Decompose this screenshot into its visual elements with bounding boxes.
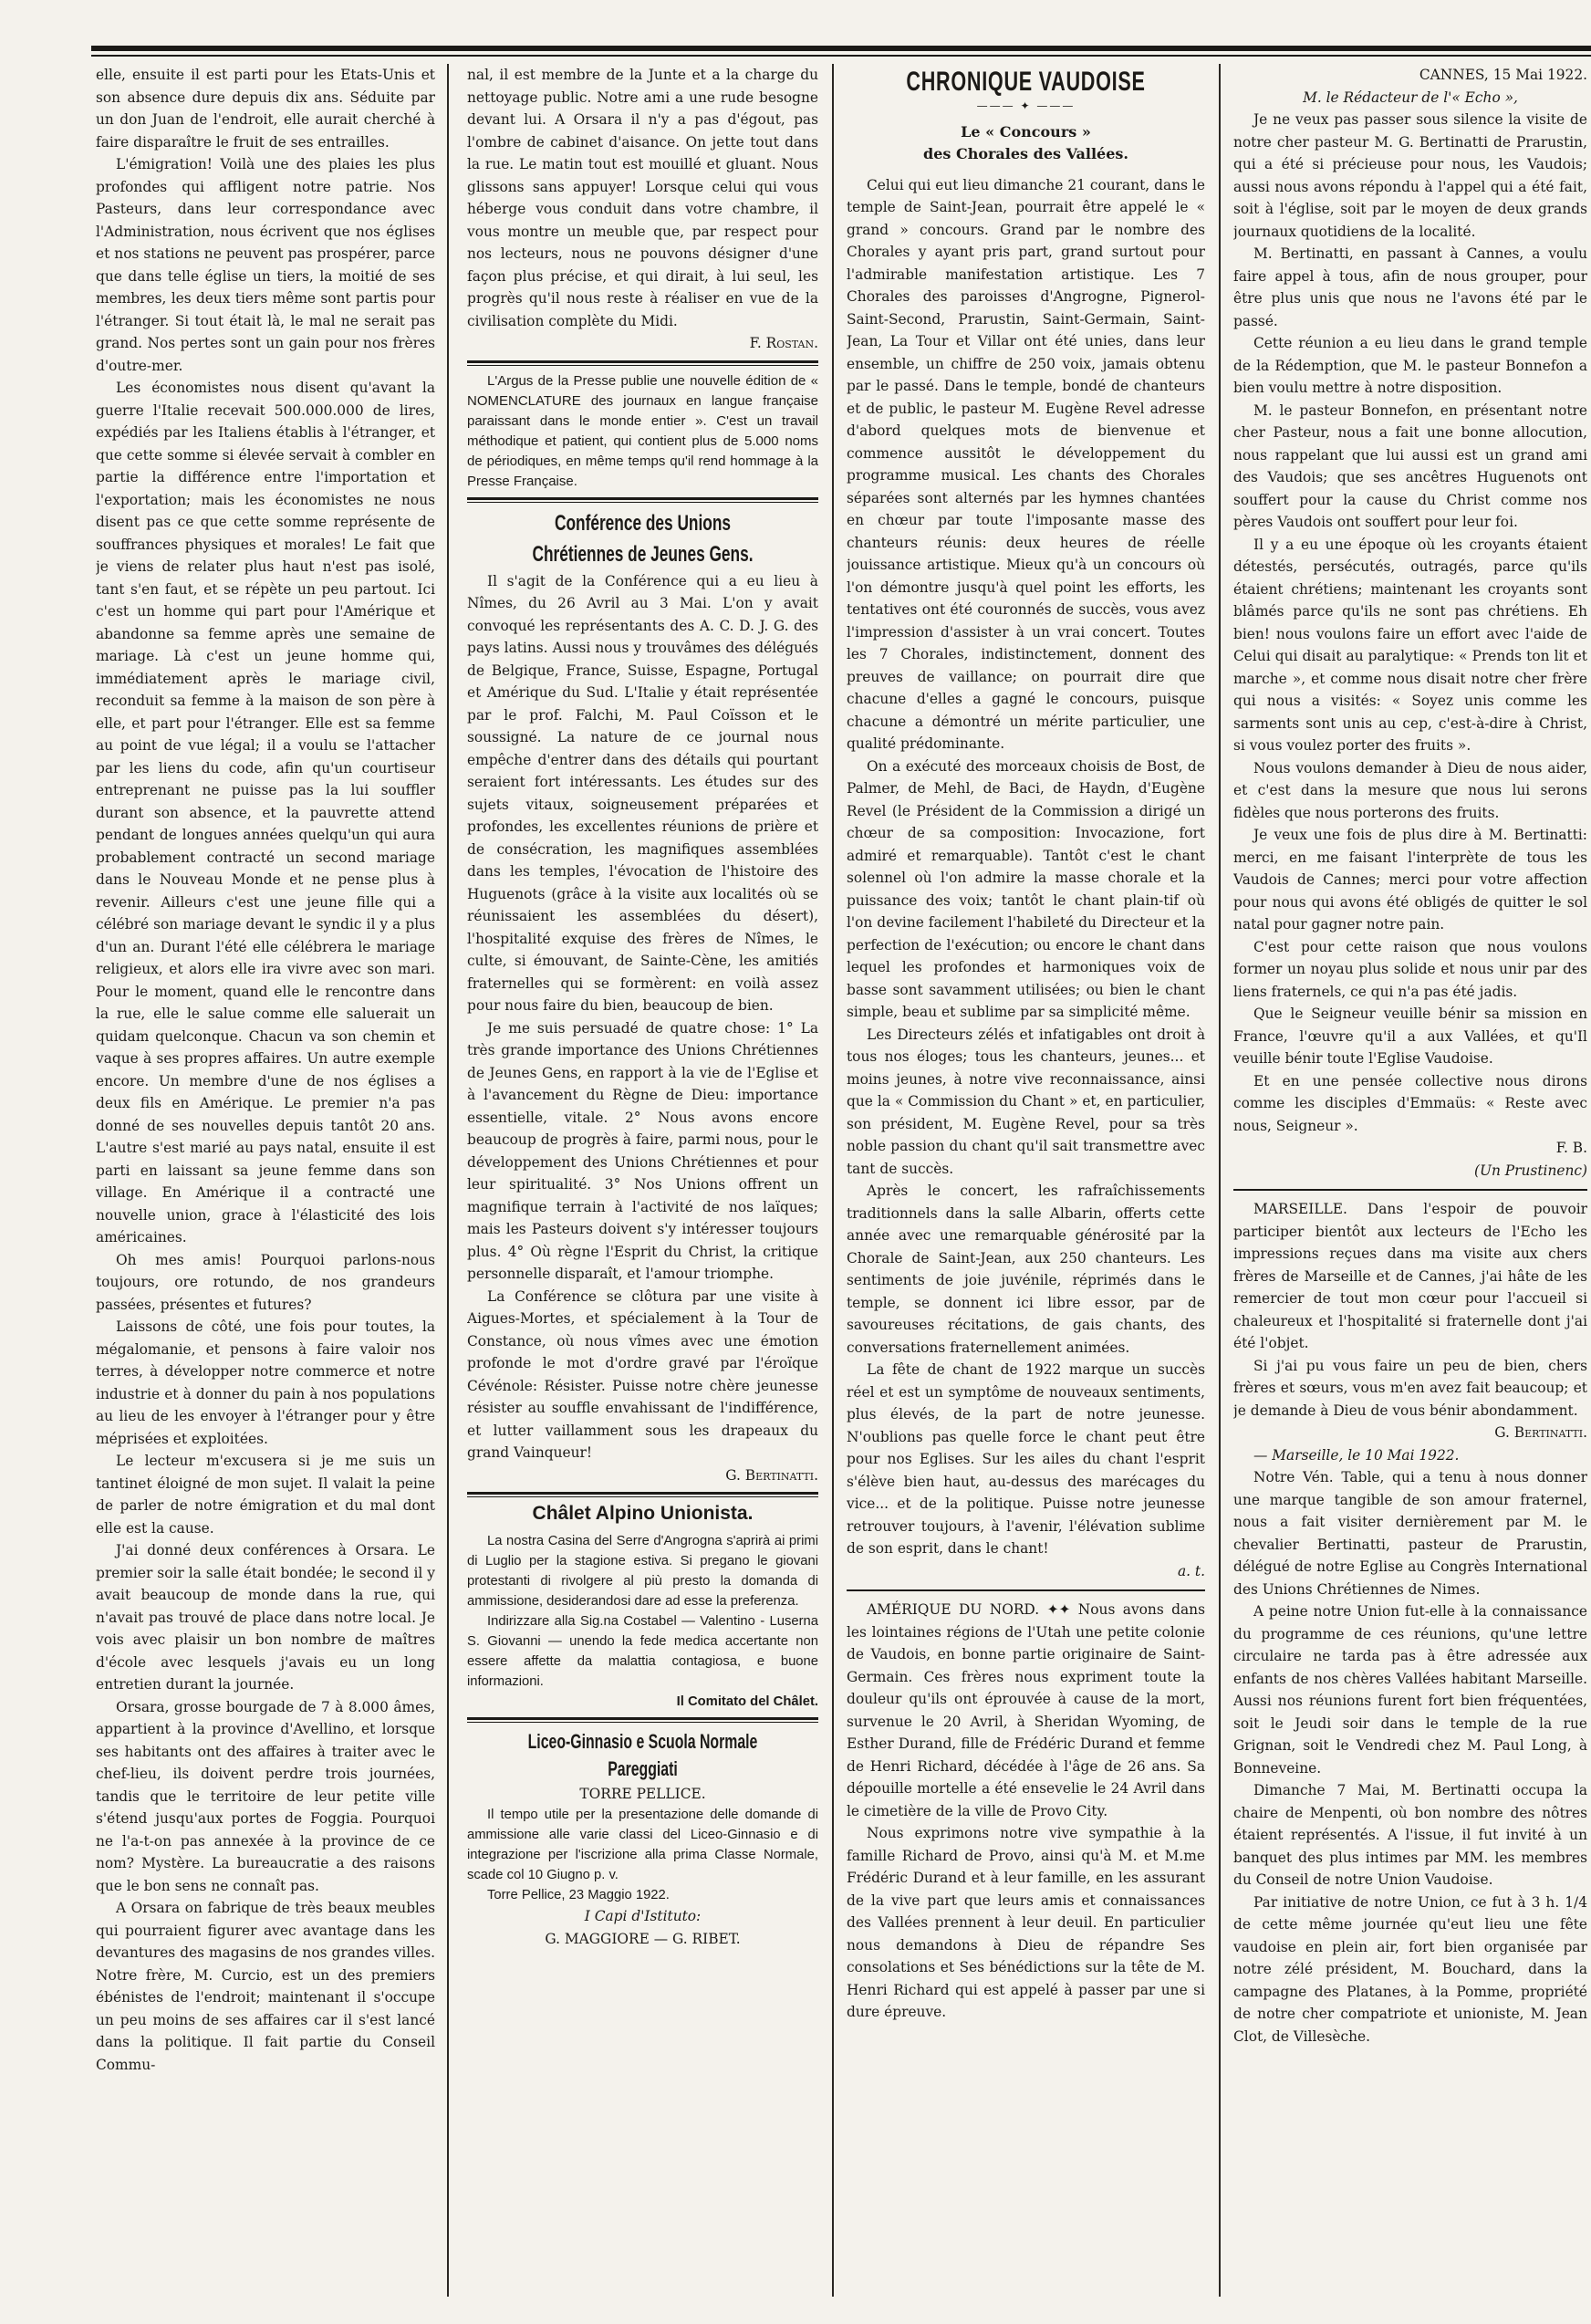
article-paragraph: Par initiative de notre Union, ce fut à 3 h. 1/4 de cette même journée qu'eut lieu une fête vaudoise en plein air, fort bien organisée par notre zélé président, M. Bouchard, dans la campagne des Platanes, à la Pomme, propriété de notre cher compatriote et unioniste, M. Jean Clot, de Villesèche. [1233, 1893, 1587, 2045]
letter-address: M. le Rédacteur de l'« Echo », [1303, 89, 1518, 106]
column-1 [96, 64, 435, 2306]
signature: a. t. [1177, 1562, 1205, 1579]
article-paragraph: A Orsara on fabrique de très beaux meubles qui pourraient figurer avec avantage dans les devantures des magasins de nos grandes villes. Notre frère, M. Curcio, est un des premiers ébénistes de l'endroit; maintenant il s'occupe un peu moins de ses affaires car il s'est lancé dans la politique. Il fait partie du Conseil Commu- [96, 1900, 435, 2073]
signature: (Un Prustinenc) [1474, 1162, 1587, 1179]
article-paragraph: Nous avons dans les lointaines régions de l'Utah une petite colonie de Vaudois, en bonne partie originaire de Saint-Germain. Ces frères nous expriment toute la douleur qu'ils ont éprouvée à cause de la mort, survenue le 20 Avril, à Sheridan Wyoming, de Esther Durand, fille de Frédéric Durand et femme de Henri Richard, décédée à l'âge de 26 ans. Sa dépouille mortelle a été ensevelie le 24 Avril dans le cimetière de la ville de Provo City. [847, 1601, 1205, 1819]
article-paragraph: Le lecteur m'excusera si je me suis un tantinet éloigné de mon sujet. Il valait la peine de parler de notre émigration et du mal dont elle est la cause. [96, 1453, 435, 1537]
divider [467, 360, 818, 366]
article-paragraph: Si j'ai pu vous faire un peu de bien, chers frères et sœurs, vous m'en avez fait beaucoup; et je demande à Dieu de vous bénir abondamment. [1233, 1357, 1587, 1419]
chalet-notice: La nostra Casina del Serre d'Angrogna s'aprirà ai primi di Luglio per la stagione estiva. Si pregano le giovani protestanti di rivolgere al più presto la domanda di ammissione, desiderandosi dare ad esse la preferenza. [467, 1533, 818, 1609]
article-paragraph: C'est pour cette raison que nous voulons former un noyau plus solide et nous unir par des liens fraternels, ce qui n'a pas été jadis. [1233, 938, 1587, 1000]
article-paragraph: Celui qui eut lieu dimanche 21 courant, dans le temple de Saint-Jean, pourrait être appelé le « grand » concours. Grand par le nombre des Chorales y ayant pris part, grand surtout pour l'admirable manifestation artistique. Les 7 Chorales des paroisses d'Angrogne, Pignerol-Saint-Second, Prarustin, Saint-Germain, Saint-Jean, La Tour et Villar ont été unies, dans leur ensemble, un chiffre de 250 voix, jamais obtenu par le passé. Dans le temple, bondé de chanteurs et de public, le pasteur M. Eugène Revel adresse d'abord quelques mots de bienvenue et commence aussitôt le développement du programme musical. Les chants des Chorales séparées sont alternés par les hymnes chantées en chœur par toute l'imposante masse des chanteurs réunis: deux heures de réelle jouissance artistique. Mieux qu'à un concours où l'on démontre jusqu'à quel point les efforts, les tentatives ont été couronnés de succès, vous avez l'impression d'assister à un vrai concert. Toutes les 7 Chorales, indistinctement, donnent des preuves de vaillance; on pourrait dire que chacune d'elles a gagné le concours, puisque chacune a démontré un mérite particulier, une qualité prédominante. [847, 176, 1205, 752]
article-paragraph: La fête de chant de 1922 marque un succès réel et est un symptôme de nouveaux sentiments, plus élevés, de la part de notre jeunesse. N'oublions pas quelle force le chant peut être pour nos Eglises. Sur les ailes du chant l'esprit s'élève bien haut, au-dessus des marécages du vice... et de la politique. Puisse notre jeunesse retrouver toujours, à l'avenir, l'élévation sublime de son esprit, dans le chant! [847, 1361, 1205, 1557]
signature: F. Rostan. [749, 335, 818, 351]
article-paragraph: Laissons de côté, une fois pour toutes, la mégalomanie, et pensons à faire valoir nos terres, à développer notre commerce et notre industrie et à donner du pain à nos populations au lieu de les envoyer à l'étranger pour y être méprisées et exploitées. [96, 1318, 435, 1447]
article-paragraph: Je veux une fois de plus dire à M. Bertinatti: merci, en me faisant l'interprète de tous les Vaudois de Cannes; merci pour votre affection pour nous qui avons été obligés de quitter le sol natal pour gagner notre pain. [1233, 827, 1587, 933]
article-paragraph: Orsara, grosse bourgade de 7 à 8.000 âmes, appartient à la province d'Avellino, et lorsque ses habitants ont des affaires à traiter avec le chef-lieu, ils doivent perdre trois journées, tandis que le territoire de leur petite ville s'étend jusqu'aux portes de Foggia. Pourquoi ne l'a-t-on pas annexée à la province de ce nom? Mystère. La bureaucratie a des raisons que le bon sens ne connaît pas. [96, 1698, 435, 1894]
liceo-notice: Il tempo utile per la presentazione delle domande di ammissione alle varie classi del Liceo-Ginnasio e di integrazione per l'iscrizione alla prima Classe Normale, scade col 10 Giugno p. v. [467, 1808, 818, 1882]
column-4 [1233, 64, 1587, 2306]
article-paragraph: J'ai donné deux conférences à Orsara. Le premier soir la salle était bondée; le second il y avait beaucoup de monde dans la rue, qui n'avait pas trouvé de place dans notre local. Je vois avec plaisir un bon nombre de maîtres d'école avec lesquels j'avais eu un long entretien durant la journée. [96, 1542, 435, 1693]
liceo-signature-title: I Capi d'Istituto: [584, 1908, 702, 1924]
article-paragraph: M. Bertinatti, en passant à Cannes, a voulu faire appel à tous, afin de nous grouper, pour être plus unis que nous ne l'avons été par le passé. [1233, 245, 1587, 329]
masthead-rule-thin [91, 55, 1591, 57]
column-2 [467, 64, 818, 2306]
chalet-title: Châlet Alpino Unionista. [532, 1503, 754, 1524]
liceo-subtitle: TORRE PELLICE. [579, 1785, 706, 1802]
signature: G. Bertinatti. [1494, 1424, 1587, 1441]
article-paragraph: nal, il est membre de la Junte et a la charge du nettoyage public. Notre ami a une rude besogne devant lui. A Orsara il n'y a pas d'égout, pas l'ombre de cabinet d'aisance. On jette tout dans la rue. Le matin tout est mouillé et gluant. Nous glissons sans appuyer! Lorsque celui qui vous héberge vous conduit dans votre chambre, il vous montre un meuble que, par respect pour nos lecteurs, nous ne pouvons désigner d'une façon plus précise, et qui dirait, à lui seul, les progrès qu'il nous reste à réaliser en vue de la civilisation complète du Midi. [467, 67, 818, 329]
article-paragraph: M. le pasteur Bonnefon, en présentant notre cher Pasteur, nous a fait une bonne allocution, nous rappelant que lui aussi est un grand ami des Vaudois; que ses ancêtres Huguenots ont souffert pour la cause du Christ comme nos pères Vaudois ont souffert pour leur foi. [1233, 401, 1587, 530]
article-paragraph: Dimanche 7 Mai, M. Bertinatti occupa la chaire de Menpenti, où bon nombre des nôtres étaient représentés. A l'issue, il fut invité à un banquet des plus intimes par MM. les membres du Conseil de notre Union Vaudoise. [1233, 1782, 1587, 1888]
conference-title: Conférence des Unions Chrétiennes de Jeunes Gens. [532, 510, 754, 567]
divider [467, 497, 818, 503]
article-paragraph: Après le concert, les rafraîchissements traditionnels dans la salle Albarin, offerts cette année avec une remarquable générosité par la Chorale de Saint-Jean, aux 250 chanteurs. Les sentiments de joie juvénile, réprimés dans le temple, se donnent ici libre essor, par de savoureuses récitations, de gais chants, des conversations fraternellement animées. [847, 1183, 1205, 1356]
divider [847, 1589, 1205, 1591]
ornament: ——— ✦ ——— [976, 99, 1076, 112]
article-paragraph: On a exécuté des morceaux choisis de Bost, de Palmer, de Mehl, de Baci, de Haydn, d'Eugène Revel (le Président de la Commission a dirigé un chœur de sa composition: Invocazione, fort admiré et remarquable). Tantôt c'est le chant solennel où l'on admire la masse chorale et la puissance des voix; tantôt le chant plain-tif où l'on devine facilement l'habileté du Directeur et la perfection de l'exécution; ou encore le chant dans lequel les profondes et harmoniques voix de basse sont savamment utilisées; ou bien le chant simple, beau et sublime par sa simplicité même. [847, 757, 1205, 1020]
article-paragraph: La Conférence se clôtura par une visite à Aigues-Mortes, et spécialement à la Tour de Constance, où nous vîmes avec une émotion profonde le mot d'ordre gravé par l'éroïque Cévénole: Résister. Puisse notre chère jeunesse résister au souffle envahissant de l'indifférence, et lutter vaillamment sous les drapeaux du grand Vainqueur! [467, 1287, 818, 1461]
divider [467, 1717, 818, 1723]
argus-notice: L'Argus de la Presse publie une nouvelle édition de « NOMENCLATURE des journaux en langue française paraissant dans le monde entier ». C'est un travail méthodique et patient, qui contient plus de 5.000 noms de périodiques, en même temps qu'il rend hommage à la Presse Française. [467, 372, 818, 489]
article-paragraph: Je ne veux pas passer sous silence la visite de notre cher pasteur M. G. Bertinatti de Prarustin, qui a été si précieuse pour nous, les Vaudois; aussi nous avons répondu à l'appel qui a été fait, soit à l'église, soit par le moyen de deux grands journaux quotidiens de la localité. [1233, 111, 1587, 240]
article-title: Le « Concours » [961, 122, 1091, 141]
section-title: CHRONIQUE VAUDOISE [906, 67, 1146, 97]
article-paragraph: Il s'agit de la Conférence qui a eu lieu à Nîmes, du 26 Avril au 3 Mai. L'on y avait convoqué les représentants des A. C. D. J. G. des pays latins. Aussi nous y trouvâmes des délégués de Belgique, France, Suisse, Espagne, Portugal et Amérique du Sud. L'Italie y était représentée par le prof. Falchi, M. Paul Coïsson et le soussigné. La nature de ce journal nous empêche d'entrer dans des détails qui pourtant seraient fort intéressants. Les études sur des sujets vitaux, soigneusement préparées et profondes, les excellentes réunions de prière et de consécration, les magnifiques assemblées dans les temples, l'évocation de l'histoire des Huguenots (grâce à la visite aux localités où se réunissaient les assemblées du désert), l'hospitalité exquise des frères de Nîmes, le culte, si émouvant, de Sainte-Cène, les amitiés fraternelles qui se formèrent: en voilà assez pour nous faire du bien, beaucoup de bien. [467, 572, 818, 1014]
article-paragraph: Oh mes amis! Pourquoi parlons-nous toujours, ore rotundo, de nos grandeurs passées, présentes et futures? [96, 1251, 435, 1313]
article-paragraph: Les économistes nous disent qu'avant la guerre l'Italie recevait 500.000.000 de lires, expédiés par les Italiens établis à l'étranger, et que cette somme si élevée servait à combler en partie la différence entre l'importation et l'exportation; mais les économistes ne nous disent pas ce que cette somme représente de souffrances physiques et morales! Le fait que je viens de relater plus haut n'est pas isolé, tant s'en faut, et se répète un peu partout. Ici c'est un homme qui part pour l'Amérique et abandonne sa femme après une semaine de mariage. Là c'est un jeune homme qui, immédiatement après le mariage civil, reconduit sa femme à la maison de son père à elle, et part pour l'étranger. Elle est sa femme au point de vue légal; il a voulu se l'attacher par les liens du code, afin qu'un courtiseur entreprenant ne puisse pas la lui souffler durant son absence, et la pauvrette attend pendant de longues années quelqu'un qui aura probablement contracté un second mariage dans le Nouveau Monde et ne pense plus à revenir. Ailleurs c'est une jeune fille qui a célébré son mariage devant le syndic il y a plus d'un an. Durant l'été elle célébrera le mariage religieux, et alors elle ira vivre avec son mari. Pour le moment, quand elle le rencontre dans la rue, elle le salue comme elle saluerait un quidam quelconque. Chacun va son chemin et vaque à ses propres affaires. Un autre exemple encore. Un membre d'une de nos églises a deux fils en Amérique. Le premier n'a pas donné de ses nouvelles depuis tantôt 20 ans. L'autre s'est marié au pays natal, ensuite il est parti en laissant sa jeune femme dans son village. En Amérique il a contracté une nouvelle union, grace à l'élasticité des lois américaines. [96, 380, 435, 1245]
article-subtitle: des Chorales des Vallées. [923, 144, 1128, 162]
article-paragraph: elle, ensuite il est parti pour les Etats-Unis et son absence dure depuis dix ans. Séduite par un don Juan de l'endroit, elle aurait cherché à faire disparaître le fruit de ses entrailles. [96, 67, 435, 151]
article-paragraph: Cette réunion a eu lieu dans le grand temple de la Rédemption, que M. le pasteur Bonnefon a bien voulu mettre à notre disposition. [1233, 335, 1587, 396]
article-paragraph: Je me suis persuadé de quatre chose: 1° La très grande importance des Unions Chrétiennes de Jeunes Gens, en rapport à la vie de l'Eglise et à l'avancement du Règne de Dieu: importance essentielle, vitale. 2° Nous avons encore beaucoup de progrès à faire, parmi nous, pour le développement des Unions Chrétiennes et pour leur spiritualité. 3° Nos Unions offrent un magnifique terrain à l'activité de nos laïques; mais les Pasteurs doivent s'y intéresser toujours plus. 4° Où règne l'Esprit du Christ, la critique personnelle disparaît, et l'amour triomphe. [467, 1019, 818, 1282]
article-paragraph: Et en une pensée collective nous dirons comme les disciples d'Emmaüs: « Reste avec nous, Seigneur ». [1233, 1072, 1587, 1134]
dateline: — Marseille, le 10 Mai 1922. [1253, 1446, 1460, 1464]
liceo-title: Liceo-Ginnasio e Scuola Normale Pareggiati [527, 1729, 758, 1780]
signature: Il Comitato del Châlet. [676, 1693, 818, 1709]
article-paragraph: A peine notre Union fut-elle à la connaissance du programme de ces réunions, qu'une lettre circulaire ne tarda pas à être adressée aux enfants de nos chères Vallées habitant Marseille. Aussi nos réunions furent fort bien fréquentées, soit le Jeudi soir dans le temple de la rue Grignan, soit le Vendredi chez M. Paul Long, à Bonneveine. [1233, 1603, 1587, 1777]
liceo-signature: G. MAGGIORE — G. RIBET. [545, 1930, 741, 1947]
article-paragraph: MARSEILLE. Dans l'espoir de pouvoir participer bientôt aux lecteurs de l'Echo les impressions reçues dans ma visite aux chers frères de Marseille et de Cannes, j'ai hâte de les remercier de tout mon cœur pour l'accueil si chaleureux et l'hospitalité si fraternelle dont j'ai été l'objet. [1233, 1201, 1587, 1351]
divider [1233, 1189, 1587, 1191]
article-paragraph: Il y a eu une époque où les croyants étaient détestés, persécutés, outragés, parce qu'ils étaient chrétiens; maintenant les croyants sont blâmés parce qu'ils ne sont pas chrétiens. Eh bien! nous voulons faire un effort avec l'aide de Celui qui disait au paralytique: « Prends ton lit et marche », et comme nous disait notre cher frère qui nous a visités: « Soyez unis comme les sarments sont unis au cep, c'est-à-dire à Christ, si vous voulez porter des fruits ». [1233, 536, 1587, 754]
column-3 [847, 64, 1205, 2306]
liceo-date: Torre Pellice, 23 Maggio 1922. [487, 1888, 670, 1902]
column-rule [447, 64, 449, 2297]
letter-heading: CANNES, 15 Mai 1922. [1419, 67, 1587, 83]
article-paragraph: Les Directeurs zélés et infatigables ont droit à tous nos éloges; tous les chanteurs, jeunes... et moins jeunes, à notre vive reconnaissance, ainsi que la « Commission du Chant » et, en particulier, son président, M. Eugène Revel, pour sa très noble passion du chant qu'il sait transmettre avec tant de succès. [847, 1026, 1205, 1177]
section-heading: AMÉRIQUE DU NORD. [867, 1601, 1040, 1618]
chalet-notice: Indirizzare alla Sig.na Costabel — Valentino - Luserna S. Giovanni — unendo la fede medica accertante non essere affette da malattia contagiosa, e buone informazioni. [467, 1613, 818, 1689]
article-paragraph: Notre Vén. Table, qui a tenu à nous donner une marque tangible de son amour fraternel, nous a fait visiter dernièrement par M. le chevalier Bertinatti, pasteur de Prarustin, délégué de notre Eglise au Congrès International des Unions Chrétiennes de Nimes. [1233, 1469, 1587, 1598]
article-paragraph: L'émigration! Voilà une des plaies les plus profondes qui affligent notre patrie. Nos Pasteurs, dans leur correspondance avec l'Administration, nous écrivent que nos églises et nos stations ne peuvent pas prospérer, parce que dans telle église un tiers, la moitié de ses membres, les deux tiers même sont partis pour l'étranger. Si tout était là, le mal ne serait pas grand. Nos pertes sont un gain pour nos frères d'outre-mer. [96, 156, 435, 374]
signature: G. Bertinatti. [725, 1466, 818, 1484]
ornament-icon: ✦✦ [1046, 1601, 1071, 1618]
article-paragraph: Que le Seigneur veuille bénir sa mission en France, l'œuvre qu'il a aux Vallées, et qu'Il veuille bénir toute l'Eglise Vaudoise. [1233, 1006, 1587, 1067]
masthead-rule [91, 46, 1591, 51]
column-rule [1219, 64, 1221, 2297]
signature: F. B. [1555, 1140, 1587, 1156]
article-paragraph: Nous voulons demander à Dieu de nous aider, et c'est dans la mesure que nous lui serons fidèles que nous porterons des fruits. [1233, 759, 1587, 821]
article-paragraph: Nous exprimons notre vive sympathie à la famille Richard de Provo, ainsi qu'à M. et M.me Frédéric Durand et à leur famille, en les assurant de la vive part que leurs amis et connaissances des Vallées prennent à leur deuil. En particulier nous demandons à Dieu de répandre Ses consolations et Ses bénédictions sur la tête de M. Henri Richard qui est appelé à passer par une si dure épreuve. [847, 1825, 1205, 2020]
divider [467, 1492, 818, 1497]
column-rule [832, 64, 834, 2297]
